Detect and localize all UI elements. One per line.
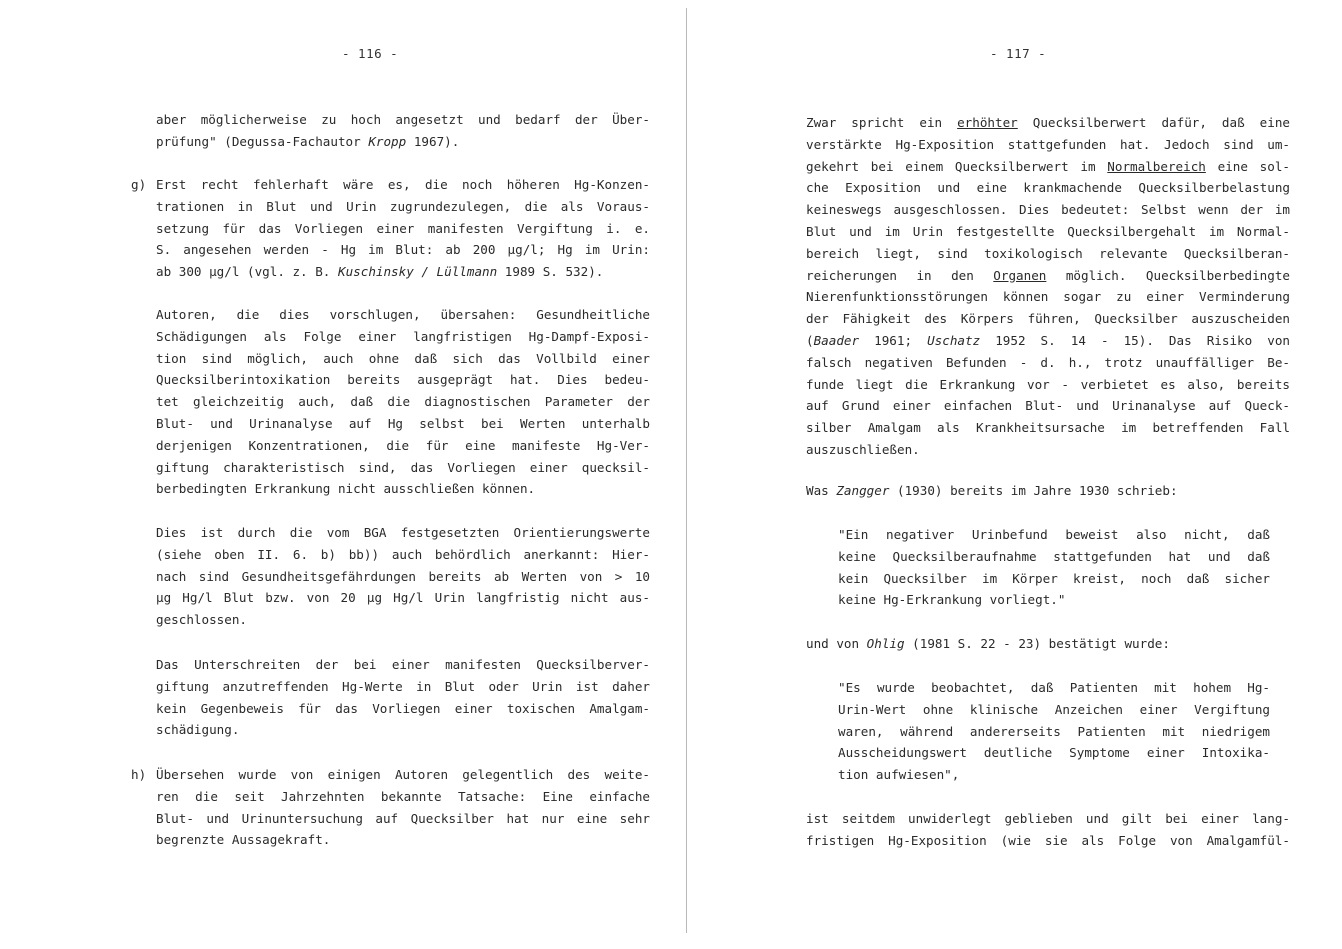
text-line: kein Gegenbeweis für das Vorliegen einer toxischen Amalgam-: [156, 700, 650, 716]
text-line: (siehe oben II. 6. b) bb)) auch behördlich anerkannt: Hier-: [156, 546, 650, 562]
text-line: trationen in Blut und Urin zugrundezulegen, die als Voraus-: [156, 198, 650, 214]
text-line: Blut- und Urinanalyse auf Hg selbst bei Werten unterhalb: [156, 415, 650, 431]
text-line: bereich liegt, sind toxikologisch relevante Quecksilberan-: [806, 245, 1290, 261]
page-number-117: - 117 -: [990, 46, 1047, 61]
text-line: aber möglicherweise zu hoch angesetzt und bedarf der Über-: [156, 112, 650, 127]
quote-zangger: [838, 524, 1270, 611]
text-line: Dies ist durch die vom BGA festgesetzten Orientierungswerte: [156, 525, 650, 540]
text-line: Was Zangger (1930) bereits im Jahre 1930 schrieb:: [806, 483, 1178, 498]
text-line: der Fähigkeit des Körpers führen, Quecksilber auszuscheiden: [806, 311, 1290, 327]
text-line: prüfung" (Degussa-Fachautor Kropp 1967).: [156, 133, 460, 149]
text-line: verstärkte Hg-Exposition stattgefunden hat. Jedoch sind um-: [806, 136, 1290, 152]
text-line: Das Unterschreiten der bei einer manifesten Quecksilberver-: [156, 657, 650, 672]
text-line: falsch negativen Befunden - d. h., trotz unauffälliger Be-: [806, 354, 1290, 370]
text-line: Urin-Wert ohne klinische Anzeichen einer Vergiftung: [838, 701, 1270, 717]
text-line: "Ein negativer Urinbefund beweist also nicht, daß: [838, 527, 1270, 542]
text-line: waren, während andererseits Patienten mit niedrigem: [838, 723, 1270, 739]
text-line: ren die seit Jahrzehnten bekannte Tatsache: Eine einfache: [156, 788, 650, 804]
paragraph-g: [156, 174, 650, 283]
text-line: nach sind Gesundheitsgefährdungen bereits ab Werten von > 10: [156, 568, 650, 584]
text-line: auszuschließen.: [806, 441, 920, 457]
text-line: Zwar spricht ein erhöhter Quecksilberwert dafür, daß eine: [806, 115, 1290, 130]
quote-ohlig: [838, 677, 1270, 786]
paragraph-unterschreiten: [156, 654, 650, 741]
item-marker-h: h): [131, 767, 147, 782]
text-line: berbedingten Erkrankung nicht ausschließen können.: [156, 481, 536, 497]
text-line: Autoren, die dies vorschlugen, übersahen: Gesundheitliche: [156, 307, 650, 322]
paragraph-h: [156, 764, 650, 851]
text-line: ab 300 µg/l (vgl. z. B. Kuschinsky / Lüllmann 1989 S. 532).: [156, 264, 604, 280]
text-line: Blut- und Urinuntersuchung auf Quecksilber hat nur eine sehr: [156, 810, 650, 826]
text-line: ist seitdem unwiderlegt geblieben und gilt bei einer lang-: [806, 811, 1290, 826]
text-line: µg Hg/l Blut bzw. von 20 µg Hg/l Urin langfristig nicht aus-: [156, 590, 650, 606]
paragraph-zwar: [806, 112, 1290, 461]
text-line: S. angesehen werden - Hg im Blut: ab 200 µg/l; Hg im Urin:: [156, 242, 650, 258]
text-line: Quecksilberintoxikation bereits ausgeprägt hat. Dies bedeu-: [156, 372, 650, 388]
text-line: keineswegs ausgeschlossen. Dies bedeutet: Selbst wenn der im: [806, 202, 1290, 218]
zangger-intro: [806, 480, 1290, 502]
paragraph-autoren: [156, 304, 650, 500]
text-line: geschlossen.: [156, 612, 247, 628]
text-line: Übersehen wurde von einigen Autoren gelegentlich des weite-: [156, 767, 650, 782]
text-line: giftung anzutreffenden Hg-Werte in Blut oder Urin ist daher: [156, 678, 650, 694]
text-line: Erst recht fehlerhaft wäre es, die noch höheren Hg-Konzen-: [156, 177, 650, 192]
continuation-paragraph: [156, 109, 650, 153]
item-marker-g: g): [131, 177, 147, 192]
text-line: reicherungen in den Organen möglich. Quecksilberbedingte: [806, 267, 1290, 283]
paragraph-bga: [156, 522, 650, 631]
text-line: giftung charakteristisch sind, das Vorliegen einer quecksil-: [156, 459, 650, 475]
text-line: kein Quecksilber im Körper kreist, noch daß sicher: [838, 570, 1270, 586]
text-line: tet gleichzeitig auch, daß die diagnostischen Parameter der: [156, 394, 650, 410]
text-line: keine Hg-Erkrankung vorliegt.": [838, 592, 1066, 608]
page-number-116: - 116 -: [342, 46, 399, 61]
text-line: funde liegt die Erkrankung vor - verbietet es also, bereits: [806, 376, 1290, 392]
text-line: Nierenfunktionsstörungen können sogar zu einer Verminderung: [806, 289, 1290, 305]
text-line: auf Grund einer einfachen Blut- und Urinanalyse auf Queck-: [806, 398, 1290, 414]
text-line: tion sind möglich, auch ohne daß sich das Vollbild einer: [156, 350, 650, 366]
text-line: schädigung.: [156, 722, 240, 738]
text-line: (Baader 1961; Uschatz 1952 S. 14 - 15). Das Risiko von: [806, 332, 1290, 348]
text-line: Blut und im Urin festgestellte Quecksilbergehalt im Normal-: [806, 223, 1290, 239]
text-line: Ausscheidungswert deutliche Symptome einer Intoxika-: [838, 745, 1270, 761]
text-line: und von Ohlig (1981 S. 22 - 23) bestätigt wurde:: [806, 636, 1170, 651]
text-line: silber Amalgam als Krankheitsursache im betreffenden Fall: [806, 420, 1290, 436]
text-line: setzung für das Vorliegen einer manifesten Vergiftung i. e.: [156, 220, 650, 236]
text-line: begrenzte Aussagekraft.: [156, 832, 331, 848]
paragraph-seitdem: [806, 808, 1290, 852]
text-line: "Es wurde beobachtet, daß Patienten mit hohem Hg-: [838, 680, 1270, 695]
text-line: che Exposition und eine krankmachende Quecksilberbelastung: [806, 180, 1290, 196]
ohlig-intro: [806, 633, 1290, 655]
text-line: fristigen Hg-Exposition (wie sie als Folge von Amalgamfül-: [806, 832, 1290, 848]
text-line: keine Quecksilberaufnahme stattgefunden hat und daß: [838, 548, 1270, 564]
text-line: Schädigungen als Folge einer langfristigen Hg-Dampf-Exposi-: [156, 328, 650, 344]
text-line: tion aufwiesen",: [838, 767, 960, 783]
right-page: [690, 0, 1342, 949]
text-line: derjenigen Konzentrationen, die für eine manifeste Hg-Ver-: [156, 437, 650, 453]
text-line: gekehrt bei einem Quecksilberwert im Normalbereich eine sol-: [806, 158, 1290, 174]
